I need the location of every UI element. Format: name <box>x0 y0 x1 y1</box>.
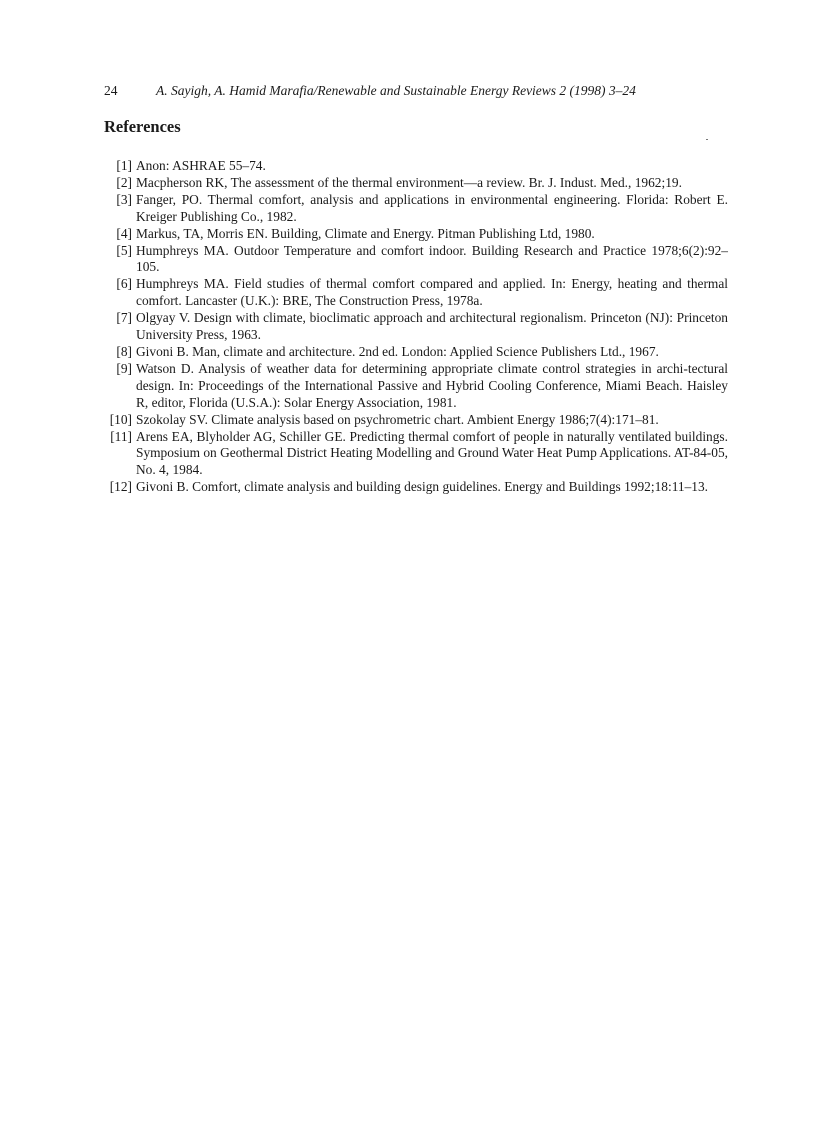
reference-item-9 <box>104 361 728 412</box>
reference-text: Givoni B. Man, climate and architecture. 2nd ed. London: Applied Science Publishers Ltd., 1967. <box>136 343 659 359</box>
scan-speck <box>706 139 708 140</box>
reference-label: [6] <box>116 276 132 292</box>
reference-item-6 <box>104 276 728 310</box>
reference-text: Anon: ASHRAE 55–74. <box>136 158 266 173</box>
reference-text: Humphreys MA. Outdoor Temperature and comfort indoor. Building Research and Practice 1978;6(2):92–105. <box>136 242 728 275</box>
reference-label: [10] <box>109 411 132 427</box>
reference-label: [12] <box>109 479 132 495</box>
reference-text: Arens EA, Blyholder AG, Schiller GE. Predicting thermal comfort of people in naturally ventilated buildings. Symposium on Geothermal District Heating Modelling and Ground Water Heat Pump Applications. AT-84-05, No. 4, 1984. <box>136 428 728 478</box>
reference-label: [11] <box>110 428 132 444</box>
reference-label: [7] <box>116 310 132 326</box>
reference-text: Markus, TA, Morris EN. Building, Climate and Energy. Pitman Publishing Ltd, 1980. <box>136 225 595 241</box>
reference-label: [3] <box>116 191 132 207</box>
reference-item-10 <box>104 412 728 429</box>
reference-text: Humphreys MA. Field studies of thermal comfort compared and applied. In: Energy, heating and thermal comfort. Lancaster (U.K.): BRE, The Construction Press, 1978a. <box>136 276 728 309</box>
running-head <box>104 82 724 100</box>
reference-list <box>104 158 728 496</box>
reference-text: Szokolay SV. Climate analysis based on psychrometric chart. Ambient Energy 1986;7(4):171–81. <box>136 411 659 427</box>
reference-text: Olgyay V. Design with climate, bioclimatic approach and architectural regionalism. Princeton (NJ): Princeton University Press, 1963. <box>136 310 728 343</box>
reference-label: [2] <box>116 174 132 190</box>
reference-item-3 <box>104 192 728 226</box>
reference-item-4 <box>104 226 728 243</box>
reference-text: Givoni B. Comfort, climate analysis and building design guidelines. Energy and Buildings 1992;18:11–13. <box>136 479 709 495</box>
reference-item-11 <box>104 429 728 480</box>
page-number: 24 <box>104 83 118 98</box>
reference-item-1 <box>104 158 728 175</box>
reference-label: [5] <box>116 242 132 258</box>
reference-text: Fanger, PO. Thermal comfort, analysis and applications in environmental engineering. Florida: Robert E. Kreiger Publishing Co., 1982. <box>136 191 728 224</box>
reference-label: [8] <box>116 343 132 359</box>
reference-label: [1] <box>116 158 132 173</box>
reference-text: Macpherson RK, The assessment of the thermal environment—a review. Br. J. Indust. Med., 1962;19. <box>136 174 682 190</box>
reference-label: [9] <box>116 360 132 376</box>
reference-item-7 <box>104 310 728 344</box>
reference-item-12 <box>104 479 728 496</box>
reference-item-2 <box>104 175 728 192</box>
reference-label: [4] <box>116 225 132 241</box>
reference-item-8 <box>104 344 728 361</box>
references-heading: References <box>104 117 181 136</box>
journal-citation-line: A. Sayigh, A. Hamid Marafia/Renewable and Sustainable Energy Reviews 2 (1998) 3–24 <box>156 83 636 98</box>
reference-item-5 <box>104 243 728 277</box>
reference-text: Watson D. Analysis of weather data for determining appropriate climate control strategies in archi-tectural design. In: Proceedings of the International Passive and Hybrid Cooling Conference, Miami Beach. Haisley R, editor, Florida (U.S.A.): Solar Energy Association, 1981. <box>136 360 728 410</box>
